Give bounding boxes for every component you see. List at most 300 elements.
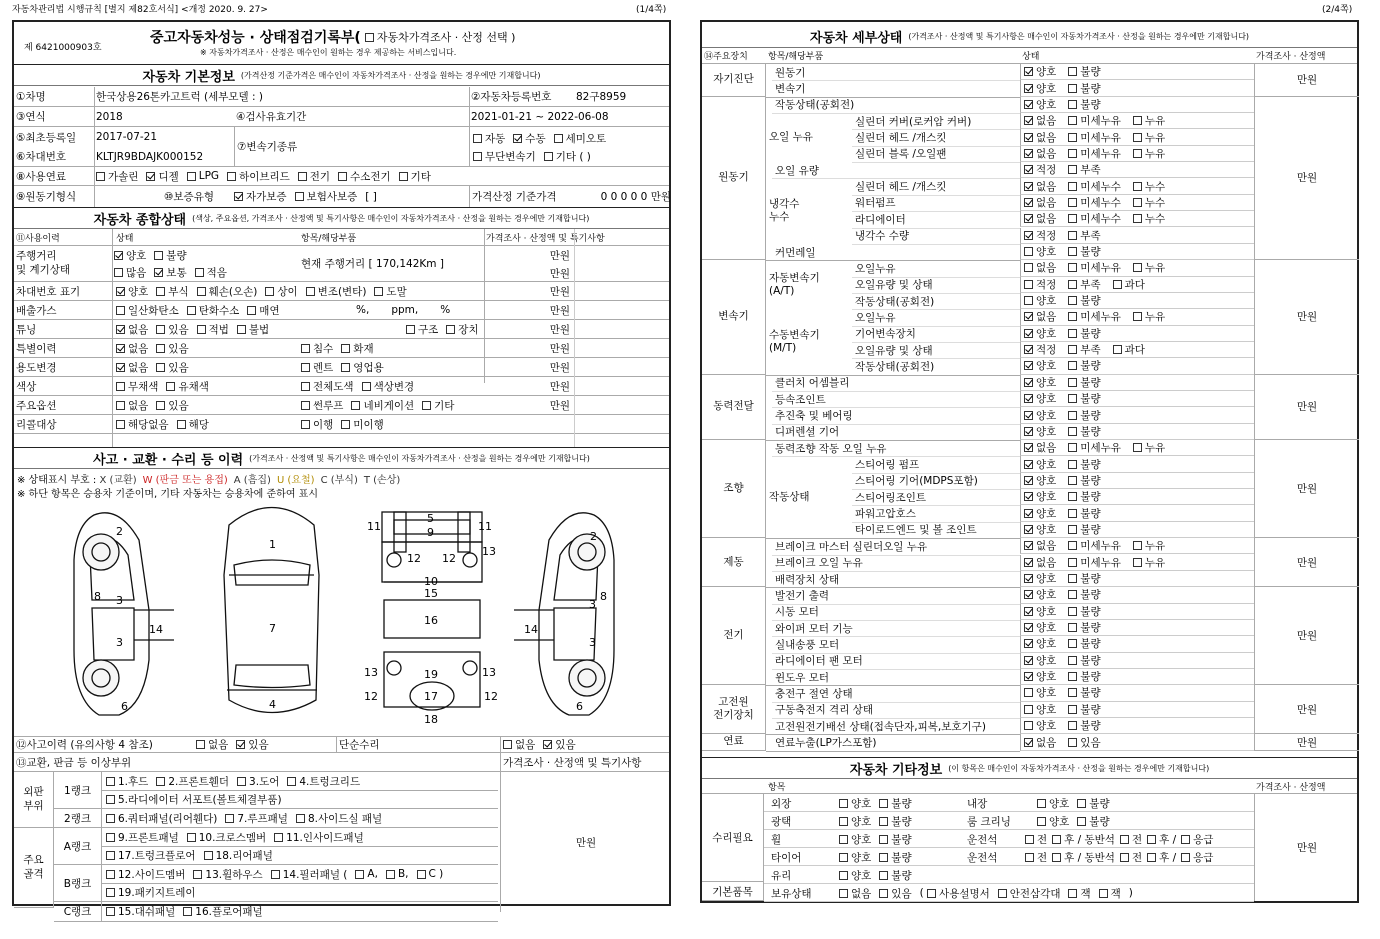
detail-37-opt-1[interactable]: [1068, 672, 1077, 681]
detail-9-opt-2[interactable]: [1133, 214, 1142, 223]
part-rAa-1-checkbox[interactable]: [187, 833, 196, 842]
basic-item-0-checkbox[interactable]: [927, 889, 936, 898]
tune-a3-checkbox[interactable]: [237, 325, 246, 334]
detail-state-4: [1020, 129, 1254, 145]
detail-12-opt-0-label: 없음: [1036, 262, 1057, 275]
detail-32-opt-0[interactable]: [1024, 590, 1033, 599]
trans-other-label: 기타 ( ): [555, 150, 591, 163]
detail-item-27: 파워고압호스: [855, 508, 916, 521]
other-r1-b1-label: 불량: [1089, 797, 1110, 810]
trans-other-checkbox[interactable]: [544, 152, 553, 161]
part-rAb-1-checkbox[interactable]: [204, 851, 213, 860]
detail-24-opt-1[interactable]: [1068, 460, 1077, 469]
detail-8-opt-1-label: 미세누수: [1080, 196, 1121, 209]
detail-29-opt-2[interactable]: [1133, 541, 1142, 550]
fuel-opt-0-checkbox[interactable]: [96, 172, 105, 181]
detail-38-opt-0[interactable]: [1024, 688, 1033, 697]
detail-22-opt-0[interactable]: [1024, 427, 1033, 436]
detail-29-opt-0[interactable]: [1024, 541, 1033, 550]
detail-20-opt-1[interactable]: [1068, 394, 1077, 403]
detail-14-opt-1[interactable]: [1068, 296, 1077, 305]
detail-15-opt-0[interactable]: [1024, 312, 1033, 321]
mileage-normal-checkbox[interactable]: [154, 268, 163, 277]
detail-25-opt-0[interactable]: [1024, 476, 1033, 485]
part-r2a-2-checkbox[interactable]: [296, 814, 305, 823]
other-r3-0-checkbox[interactable]: [839, 835, 848, 844]
emis-1-label: 탄화수소: [198, 304, 240, 317]
mileage-high-label: 많음: [126, 267, 147, 279]
part-rCa-1-label: 16.플로어패널: [195, 906, 263, 918]
other-note: (이 항목은 매수인이 자동차가격조사 · 산정을 원하는 경우에만 기재합니다): [948, 763, 1210, 773]
detail-item-30: 브레이크 오일 누유: [775, 557, 863, 570]
option-b1-checkbox[interactable]: [351, 401, 360, 410]
detail-39-opt-1[interactable]: [1068, 705, 1077, 714]
detail-5-opt-0[interactable]: [1024, 149, 1033, 158]
detail-state-18: [1020, 358, 1254, 374]
price-use: 만원: [549, 361, 570, 374]
detail-23-opt-0[interactable]: [1024, 443, 1033, 452]
detail-title: 자동차 세부상태: [809, 31, 903, 46]
tune-a2-checkbox[interactable]: [197, 325, 206, 334]
part-rCa-1-checkbox[interactable]: [183, 907, 192, 916]
page-2: [690, 0, 1380, 939]
detail-33-opt-0[interactable]: [1024, 607, 1033, 616]
detail-2-opt-1[interactable]: [1068, 100, 1077, 109]
detail-39-opt-0[interactable]: [1024, 705, 1033, 714]
seat-r4-0-label: 전: [1037, 851, 1048, 864]
detail-6-opt-0[interactable]: [1024, 165, 1033, 174]
detail-state-35: [1020, 636, 1254, 652]
detail-13-opt-0[interactable]: [1024, 280, 1033, 289]
emis-1-checkbox[interactable]: [187, 306, 196, 315]
part-r1a-1-label: 2.프론트휀더: [168, 775, 230, 788]
detail-35-opt-1[interactable]: [1068, 639, 1077, 648]
accident-yes-checkbox[interactable]: [236, 740, 245, 749]
detail-12-opt-0[interactable]: [1024, 263, 1033, 272]
law-reference: 자동차관리법 시행규칙 [별지 제82호서식] <개정 2020. 9. 27>: [12, 5, 268, 15]
option-a1-checkbox[interactable]: [156, 401, 165, 410]
tune-b0-checkbox[interactable]: [406, 325, 415, 334]
seat-r3-2[interactable]: [1120, 835, 1129, 844]
tune-a1-checkbox[interactable]: [156, 325, 165, 334]
detail-30-opt-2[interactable]: [1133, 558, 1142, 567]
detail-15-opt-2[interactable]: [1133, 312, 1142, 321]
other-r4-label: 타이어: [771, 851, 802, 864]
detail-34-opt-0[interactable]: [1024, 623, 1033, 632]
detail-23-opt-2-label: 누유: [1144, 442, 1166, 455]
other-r2-1-checkbox[interactable]: [879, 817, 888, 826]
part-rBb-0-checkbox[interactable]: [106, 888, 115, 897]
detail-33-opt-1[interactable]: [1068, 607, 1077, 616]
detail-4-opt-2[interactable]: [1133, 133, 1142, 142]
rank-row-rBb: [102, 883, 498, 902]
detail-1-opt-0[interactable]: [1024, 84, 1033, 93]
detail-0-opt-0[interactable]: [1024, 67, 1033, 76]
label-exchange: ⑬교환, 판금 등 이상부위: [16, 756, 132, 769]
value-car-name: 한국상용26톤카고트럭 (세부모델 : ): [96, 91, 263, 103]
detail-item-10: 냉각수 수량: [855, 230, 910, 243]
detail-price-6: 만원: [1254, 587, 1359, 685]
detail-18-opt-0[interactable]: [1024, 361, 1033, 370]
part-rBa-3-checkbox[interactable]: [355, 870, 364, 879]
detail-13-opt-1[interactable]: [1068, 280, 1077, 289]
seat-r3-0[interactable]: [1025, 835, 1034, 844]
other-r1-0-checkbox[interactable]: [839, 799, 848, 808]
detail-28-opt-0[interactable]: [1024, 525, 1033, 534]
detail-37-opt-0[interactable]: [1024, 672, 1033, 681]
other-r1-1-checkbox[interactable]: [879, 799, 888, 808]
other-r4-0-checkbox[interactable]: [839, 853, 848, 862]
detail-32-opt-1-label: 불량: [1080, 589, 1101, 602]
mileage-low-checkbox[interactable]: [195, 268, 204, 277]
vin-1-checkbox[interactable]: [156, 287, 165, 296]
detail-8-opt-0[interactable]: [1024, 198, 1033, 207]
basic-item-1-checkbox[interactable]: [998, 889, 1007, 898]
detail-32-opt-1[interactable]: [1068, 590, 1077, 599]
page-number: (1/4쪽): [636, 5, 667, 15]
seat-r4-1[interactable]: [1052, 853, 1061, 862]
option-a0-checkbox[interactable]: [116, 401, 125, 410]
detail-price-7: 만원: [1254, 685, 1359, 734]
fuel-opt-5-checkbox[interactable]: [338, 172, 347, 181]
detail-item-38: 충전구 절연 상태: [775, 687, 853, 700]
recall-a0-checkbox[interactable]: [116, 420, 125, 429]
label-vin: 차대번호 표기: [16, 285, 81, 298]
detail-36-opt-0[interactable]: [1024, 656, 1033, 665]
other-r6-0-checkbox[interactable]: [839, 889, 848, 898]
detail-28-opt-1[interactable]: [1068, 525, 1077, 534]
accident-none-checkbox[interactable]: [196, 740, 205, 749]
other-r2-0-label: 양호: [851, 815, 872, 828]
repair-none-checkbox[interactable]: [503, 740, 512, 749]
special-a1-checkbox[interactable]: [156, 344, 165, 353]
tune-a0-checkbox[interactable]: [116, 325, 125, 334]
other-r2-b1-checkbox[interactable]: [1077, 817, 1086, 826]
part-r2a-0-checkbox[interactable]: [106, 814, 115, 823]
price-survey-checkbox[interactable]: [365, 33, 374, 42]
detail-state-28: [1020, 522, 1254, 538]
detail-item-32: 발전기 출력: [775, 589, 830, 602]
detail-3-opt-2[interactable]: [1133, 116, 1142, 125]
detail-7-opt-2[interactable]: [1133, 182, 1142, 191]
detail-26-opt-0[interactable]: [1024, 492, 1033, 501]
detail-27-opt-0-label: 양호: [1036, 507, 1057, 520]
other-r4-1-checkbox[interactable]: [879, 853, 888, 862]
detail-24-opt-0[interactable]: [1024, 460, 1033, 469]
tune-b1-checkbox[interactable]: [446, 325, 455, 334]
part-rBa-1-checkbox[interactable]: [193, 870, 202, 879]
col-status: 상태: [116, 233, 134, 244]
color-a0-checkbox[interactable]: [116, 382, 125, 391]
rank-row-rBa: [102, 865, 498, 884]
part-r1b-0-checkbox[interactable]: [106, 795, 115, 804]
price-option: 만원: [549, 399, 570, 412]
legend-line-2: ※ 하단 항목은 승용차 기준이며, 기타 자동차는 승용차에 준하여 표시: [17, 489, 318, 500]
detail-40-opt-1[interactable]: [1068, 721, 1077, 730]
special-b0-checkbox[interactable]: [301, 344, 310, 353]
part-rAb-0-checkbox[interactable]: [106, 851, 115, 860]
col-item: 항목/해당부품: [301, 233, 357, 244]
trans-auto-checkbox[interactable]: [473, 134, 482, 143]
rank-row-r1b: [102, 790, 498, 809]
form-frame: [12, 20, 671, 918]
detail-item-6: 오일 유량: [775, 164, 819, 177]
part-rBa-4-checkbox[interactable]: [386, 870, 395, 879]
other-r1-label: 외장: [771, 797, 792, 810]
detail-10-opt-1[interactable]: [1068, 231, 1077, 240]
other-r6-0-label: 없음: [851, 887, 872, 900]
detail-state-12: [1020, 260, 1254, 276]
detail-4-opt-0[interactable]: [1024, 133, 1033, 142]
detail-30-opt-1[interactable]: [1068, 558, 1077, 567]
part-r1a-1-checkbox[interactable]: [156, 777, 165, 786]
detail-item-11: 커먼레일: [775, 246, 816, 259]
seat-r4-2[interactable]: [1120, 853, 1129, 862]
detail-29-opt-1[interactable]: [1068, 541, 1077, 550]
rank-row-rAa: [102, 828, 498, 847]
detail-38-opt-1[interactable]: [1068, 688, 1077, 697]
vin-5-checkbox[interactable]: [374, 287, 383, 296]
detail-25-opt-1[interactable]: [1068, 476, 1077, 485]
use-a1-checkbox[interactable]: [156, 363, 165, 372]
detail-9-opt-1[interactable]: [1068, 214, 1077, 223]
vin-5-label: 도말: [386, 285, 407, 298]
basic-item-3-checkbox[interactable]: [1099, 889, 1108, 898]
detail-41-opt-1[interactable]: [1068, 738, 1077, 747]
detail-20-opt-0[interactable]: [1024, 394, 1033, 403]
special-b1-checkbox[interactable]: [341, 344, 350, 353]
emis-2-label: 매연: [259, 304, 280, 317]
detail-state-25: [1020, 473, 1254, 489]
detail-state-23: [1020, 440, 1254, 456]
other-r1-b0-checkbox[interactable]: [1037, 799, 1046, 808]
detail-6-opt-1[interactable]: [1068, 165, 1077, 174]
other-r5-1-checkbox[interactable]: [879, 871, 888, 880]
detail-28-opt-0-label: 양호: [1036, 523, 1057, 536]
detail-33-opt-0-label: 양호: [1036, 605, 1057, 618]
detail-13-opt-2[interactable]: [1113, 280, 1122, 289]
part-r1a-3-label: 4.트렁크리드: [299, 775, 361, 788]
detail-11-opt-1[interactable]: [1068, 247, 1077, 256]
color-a0-label: 무채색: [128, 380, 159, 393]
detail-15-opt-1[interactable]: [1068, 312, 1077, 321]
detail-8-opt-2[interactable]: [1133, 198, 1142, 207]
part-r1a-0-label: 1.후드: [118, 775, 149, 788]
detail-23-opt-1[interactable]: [1068, 443, 1077, 452]
detail-31-opt-0[interactable]: [1024, 574, 1033, 583]
svg-text:3: 3: [116, 594, 123, 607]
price-tune: 만원: [549, 323, 570, 336]
other-r6-1-checkbox[interactable]: [879, 889, 888, 898]
detail-8-opt-2-label: 누수: [1144, 196, 1166, 209]
fuel-opt-1-checkbox[interactable]: [146, 172, 155, 181]
detail-36-opt-1[interactable]: [1068, 656, 1077, 665]
detail-19-opt-1[interactable]: [1068, 378, 1077, 387]
detail-price-8: 만원: [1254, 734, 1359, 750]
use-b1-checkbox[interactable]: [341, 363, 350, 372]
value-mileage: 현재 주행거리 [ 170,142Km ]: [301, 258, 444, 270]
detail-14-opt-0[interactable]: [1024, 296, 1033, 305]
seat-r4-0[interactable]: [1025, 853, 1034, 862]
color-b1-checkbox[interactable]: [362, 382, 371, 391]
part-r1a-3-checkbox[interactable]: [287, 777, 296, 786]
detail-8-opt-1[interactable]: [1068, 198, 1077, 207]
color-a1-checkbox[interactable]: [166, 382, 175, 391]
detail-16-opt-1[interactable]: [1068, 329, 1077, 338]
detail-21-opt-1[interactable]: [1068, 411, 1077, 420]
trans-semiauto-checkbox[interactable]: [554, 134, 563, 143]
seat-r4-4[interactable]: [1181, 853, 1190, 862]
detail-3-opt-1[interactable]: [1068, 116, 1077, 125]
special-b0-label: 침수: [313, 342, 334, 355]
label-special: 특별이력: [16, 342, 57, 355]
part-r1a-2-checkbox[interactable]: [237, 777, 246, 786]
seat-r3-3-label: 후 /: [1159, 833, 1177, 846]
basic-item-2-checkbox[interactable]: [1068, 889, 1077, 898]
vin-4-label: 변조(변타): [317, 285, 367, 298]
detail-29-opt-1-label: 미세누유: [1080, 540, 1121, 553]
vin-0-checkbox[interactable]: [116, 287, 125, 296]
detail-31-opt-1[interactable]: [1068, 574, 1077, 583]
detail-item-31: 배력장치 상태: [775, 573, 840, 586]
repair-yes-checkbox[interactable]: [543, 740, 552, 749]
color-b0-checkbox[interactable]: [301, 382, 310, 391]
group-outer-panels: 외판 부위: [14, 772, 54, 828]
detail-30-opt-0[interactable]: [1024, 558, 1033, 567]
recall-b1-checkbox[interactable]: [341, 420, 350, 429]
detail-17-opt-2[interactable]: [1113, 345, 1122, 354]
detail-17-opt-0[interactable]: [1024, 345, 1033, 354]
warranty-insurer-checkbox[interactable]: [295, 192, 304, 201]
detail-5-opt-1[interactable]: [1068, 149, 1077, 158]
option-b2-checkbox[interactable]: [422, 401, 431, 410]
mileage-good-checkbox[interactable]: [114, 251, 123, 260]
recall-b0-checkbox[interactable]: [301, 420, 310, 429]
seat-r4-3[interactable]: [1147, 853, 1156, 862]
other-col-price: 가격조사 · 산정액: [1256, 782, 1326, 793]
mileage-bad-checkbox[interactable]: [154, 251, 163, 260]
detail-16-opt-0[interactable]: [1024, 329, 1033, 338]
accident-history-row: [14, 736, 669, 753]
detail-22-opt-1[interactable]: [1068, 427, 1077, 436]
detail-16-opt-0-label: 양호: [1036, 327, 1057, 340]
detail-27-opt-1[interactable]: [1068, 509, 1077, 518]
part-rBa-2-label: 14.필러패널 (: [282, 868, 348, 881]
option-b0-checkbox[interactable]: [301, 401, 310, 410]
use-a0-checkbox[interactable]: [116, 363, 125, 372]
part-rBa-0-checkbox[interactable]: [106, 870, 115, 879]
emis-2-checkbox[interactable]: [247, 306, 256, 315]
seat-r4-3-label: 후 /: [1159, 851, 1177, 864]
other-r3-1-checkbox[interactable]: [879, 835, 888, 844]
use-b0-checkbox[interactable]: [301, 363, 310, 372]
detail-21-opt-0[interactable]: [1024, 411, 1033, 420]
part-rAa-0-checkbox[interactable]: [106, 833, 115, 842]
vin-3-checkbox[interactable]: [265, 287, 274, 296]
detail-18-opt-1[interactable]: [1068, 361, 1077, 370]
seat-r3-3[interactable]: [1147, 835, 1156, 844]
special-a0-checkbox[interactable]: [116, 344, 125, 353]
detail-35-opt-0[interactable]: [1024, 639, 1033, 648]
vin-2-checkbox[interactable]: [197, 287, 206, 296]
emis-0-checkbox[interactable]: [116, 306, 125, 315]
mileage-high-checkbox[interactable]: [114, 268, 123, 277]
fuel-opt-3-checkbox[interactable]: [227, 172, 236, 181]
detail-17-opt-1[interactable]: [1068, 345, 1077, 354]
detail-0-opt-1[interactable]: [1068, 67, 1077, 76]
seat-r3-1[interactable]: [1052, 835, 1061, 844]
other-row-r4: [764, 848, 1254, 866]
detail-12-opt-2[interactable]: [1133, 263, 1142, 272]
recall-a1-checkbox[interactable]: [177, 420, 186, 429]
part-rBa-5-checkbox[interactable]: [417, 870, 426, 879]
fuel-opt-2-checkbox[interactable]: [187, 172, 196, 181]
detail-5-opt-2[interactable]: [1133, 149, 1142, 158]
svg-text:16: 16: [424, 614, 438, 627]
part-rAa-2-checkbox[interactable]: [274, 833, 283, 842]
part-rBa-2-checkbox[interactable]: [271, 870, 280, 879]
detail-item-34: 와이퍼 모터 기능: [775, 622, 853, 635]
warranty-self-checkbox[interactable]: [234, 192, 243, 201]
svg-text:19: 19: [424, 668, 438, 681]
detail-11-opt-0[interactable]: [1024, 247, 1033, 256]
overall-note: (색상, 주요옵션, 가격조사 · 산정액 및 특기사항은 매수인이 자동차가격조사 · 산정을 원하는 경우에만 기재합니다): [192, 213, 590, 223]
detail-13-opt-0-label: 적정: [1036, 278, 1057, 291]
detail-2-opt-0[interactable]: [1024, 100, 1033, 109]
detail-5-opt-2-label: 누유: [1144, 147, 1166, 160]
svg-text:7: 7: [269, 622, 276, 635]
detail-19-opt-1-label: 불량: [1080, 376, 1101, 389]
trans-cvt-checkbox[interactable]: [473, 152, 482, 161]
other-r2-b0-checkbox[interactable]: [1037, 817, 1046, 826]
detail-41-opt-0[interactable]: [1024, 738, 1033, 747]
detail-27-opt-0[interactable]: [1024, 509, 1033, 518]
tune-a3-label: 불법: [248, 323, 270, 336]
other-r5-0-checkbox[interactable]: [839, 871, 848, 880]
trans-manual-checkbox[interactable]: [513, 134, 522, 143]
detail-7-opt-0[interactable]: [1024, 182, 1033, 191]
seat-r3-1-label: 후 / 동반석: [1064, 833, 1115, 846]
detail-1-opt-1[interactable]: [1068, 84, 1077, 93]
detail-12-opt-1[interactable]: [1068, 263, 1077, 272]
part-rBa-3-label: A,: [367, 868, 378, 880]
detail-9-opt-0[interactable]: [1024, 214, 1033, 223]
seat-r3-4[interactable]: [1181, 835, 1190, 844]
legend-item-3: U (요철): [276, 475, 315, 486]
other-r2-0-checkbox[interactable]: [839, 817, 848, 826]
svg-text:3: 3: [589, 598, 596, 611]
detail-10-opt-0[interactable]: [1024, 231, 1033, 240]
detail-34-opt-1[interactable]: [1068, 623, 1077, 632]
fuel-opt-6-checkbox[interactable]: [399, 172, 408, 181]
detail-item-25: 스티어링 기어(MDPS포함): [855, 475, 978, 488]
detail-7-opt-1[interactable]: [1068, 182, 1077, 191]
detail-40-opt-0[interactable]: [1024, 721, 1033, 730]
detail-26-opt-1[interactable]: [1068, 492, 1077, 501]
part-r1a-0-checkbox[interactable]: [106, 777, 115, 786]
detail-group-7: 고전원 전기장치: [702, 685, 766, 734]
other-r1-b1-checkbox[interactable]: [1077, 799, 1086, 808]
part-r2a-1-checkbox[interactable]: [225, 814, 234, 823]
detail-3-opt-0[interactable]: [1024, 116, 1033, 125]
detail-4-opt-1[interactable]: [1068, 133, 1077, 142]
fuel-opt-4-checkbox[interactable]: [298, 172, 307, 181]
other-row-r1: [764, 794, 1254, 812]
detail-23-opt-2[interactable]: [1133, 443, 1142, 452]
detail-19-opt-0[interactable]: [1024, 378, 1033, 387]
vin-4-checkbox[interactable]: [306, 287, 315, 296]
part-rCa-0-checkbox[interactable]: [106, 907, 115, 916]
